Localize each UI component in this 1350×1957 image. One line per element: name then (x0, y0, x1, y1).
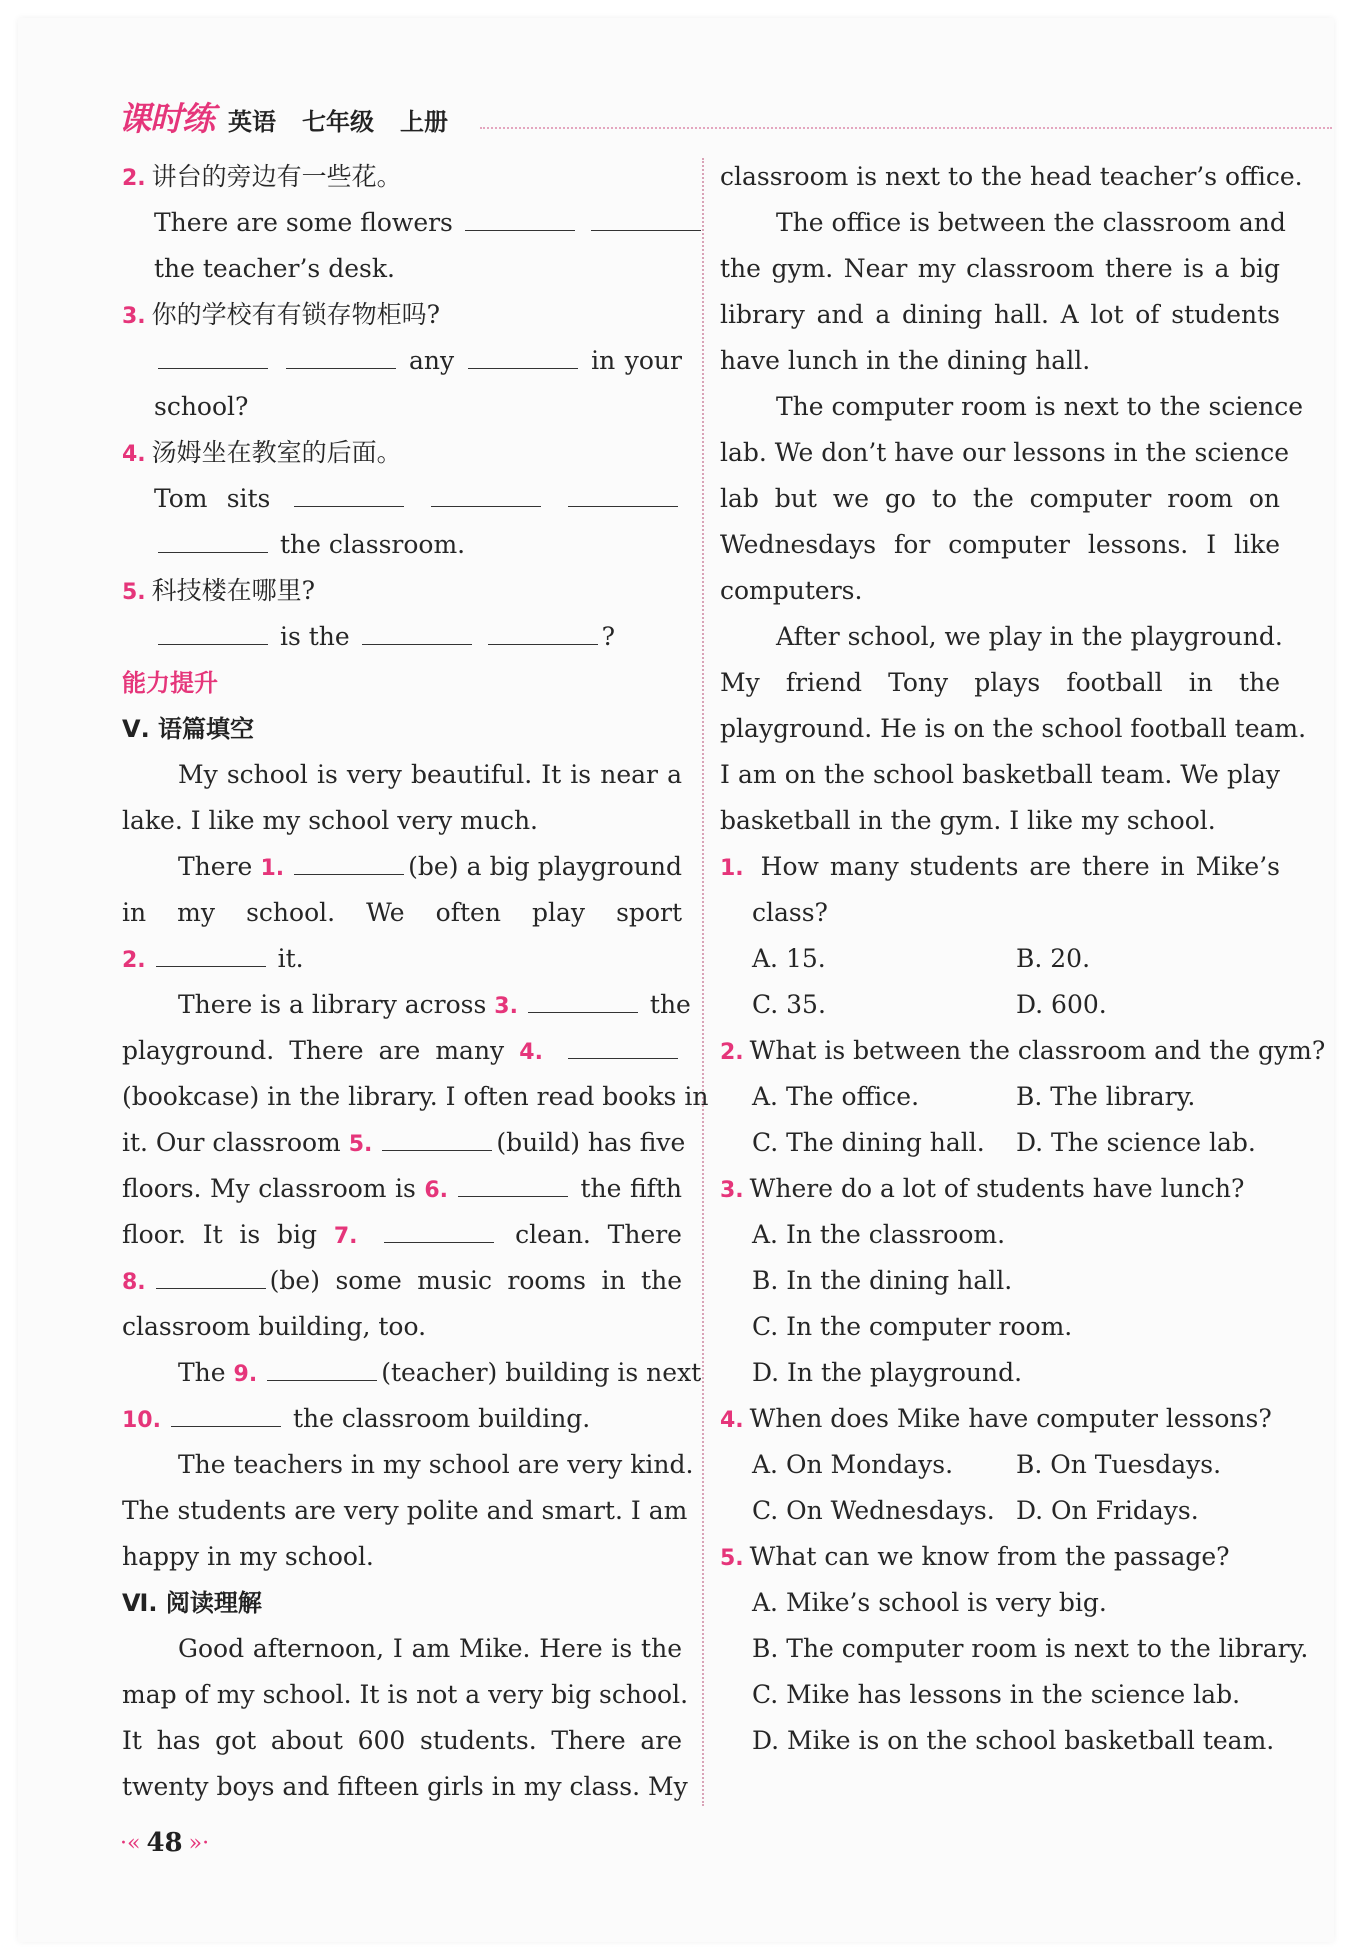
reading-line: map of my school. It is not a very big school. (122, 1680, 689, 1709)
blank[interactable] (362, 622, 472, 645)
reading-line: The office is between the classroom and (776, 208, 1286, 237)
blank-9[interactable] (267, 1358, 377, 1381)
series-logo: 课时练 (118, 99, 214, 138)
option-d[interactable]: D. 600. (1016, 990, 1107, 1019)
reading-line: library and a dining hall. A lot of students (720, 300, 1280, 329)
blank-7[interactable] (384, 1220, 494, 1243)
option-c[interactable]: C. Mike has lessons in the science lab. (752, 1680, 1241, 1709)
cloze-line: in my school. We often play sport (122, 898, 682, 927)
blank-1[interactable] (294, 852, 404, 875)
question-3-line-2: school? (154, 392, 249, 421)
blank[interactable] (158, 346, 268, 369)
reading-line: the gym. Near my classroom there is a big (720, 254, 1280, 283)
question-2-line-2: the teacher’s desk. (154, 254, 395, 283)
option-a[interactable]: A. On Mondays. (752, 1450, 954, 1479)
cloze-line: playground. There are many 4. (122, 1028, 682, 1074)
cloze-line: There 1. (be) a big playground (178, 852, 682, 881)
blank[interactable] (468, 346, 578, 369)
reading-line: lab. We don’t have our lessons in the science (720, 438, 1290, 467)
question-1-options-ab (720, 936, 1280, 982)
page-header (118, 96, 474, 140)
header-rule (480, 127, 1332, 129)
question-2-stem: 2. What is between the classroom and the gym? (720, 1036, 1326, 1065)
cloze-line: (bookcase) in the library. I often read books in (122, 1082, 709, 1111)
blank-4[interactable] (568, 1036, 678, 1059)
reading-line: It has got about 600 students. There are (122, 1726, 682, 1755)
question-1-stem: 1. How many students are there in Mike’s (720, 852, 1280, 881)
question-4-stem: 4. When does Mike have computer lessons? (720, 1404, 1272, 1433)
blank[interactable] (488, 622, 598, 645)
question-2-options-cd (720, 1120, 1280, 1166)
volume-label: 上册 (400, 108, 448, 136)
cloze-line: floor. It is big 7. clean. There (122, 1220, 682, 1249)
blank-8[interactable] (156, 1266, 266, 1289)
left-column (122, 154, 709, 1810)
section-6-heading: Ⅵ. 阅读理解 (122, 1589, 262, 1617)
section-ability-heading: 能力提升 (122, 669, 218, 697)
option-a[interactable]: A. In the classroom. (752, 1220, 1006, 1249)
option-b[interactable]: B. 20. (1016, 944, 1091, 973)
page-footer (120, 1828, 209, 1858)
reading-line: basketball in the gym. I like my school. (720, 806, 1216, 835)
reading-line: I am on the school basketball team. We play (720, 760, 1280, 789)
chevron-right-icon: »· (188, 1830, 210, 1856)
question-3-stem: 3. Where do a lot of students have lunch? (720, 1174, 1245, 1203)
cloze-line: classroom building, too. (122, 1312, 427, 1341)
blank-3[interactable] (528, 990, 638, 1013)
option-b[interactable]: B. The library. (1016, 1082, 1196, 1111)
question-2-line-1: There are some flowers (122, 200, 682, 246)
option-c[interactable]: C. In the computer room. (752, 1312, 1073, 1341)
option-d[interactable]: D. In the playground. (752, 1358, 1023, 1387)
cloze-line: lake. I like my school very much. (122, 806, 538, 835)
reading-line: The computer room is next to the science (776, 392, 1304, 421)
blank[interactable] (286, 346, 396, 369)
question-2-cn: 2. 讲台的旁边有一些花。 (122, 162, 402, 191)
blank[interactable] (158, 530, 268, 553)
cloze-line: The 9. (teacher) building is next (178, 1358, 702, 1387)
blank-10[interactable] (171, 1404, 281, 1427)
cloze-line: it. Our classroom 5. (build) has five (122, 1128, 686, 1157)
question-2-options-ab (720, 1074, 1280, 1120)
option-b[interactable]: B. In the dining hall. (752, 1266, 1013, 1295)
reading-line: playground. He is on the school football team. (720, 714, 1307, 743)
option-c[interactable]: C. On Wednesdays. (752, 1496, 995, 1525)
option-d[interactable]: D. Mike is on the school basketball team. (752, 1726, 1275, 1755)
blank[interactable] (431, 484, 541, 507)
grade-label: 七年级 (302, 108, 374, 136)
cloze-line: There is a library across 3. the (178, 990, 691, 1019)
reading-line: twenty boys and fifteen girls in my class. My (122, 1772, 688, 1801)
question-5-stem: 5. What can we know from the passage? (720, 1542, 1230, 1571)
blank[interactable] (158, 622, 268, 645)
reading-line: Good afternoon, I am Mike. Here is the (178, 1634, 682, 1663)
option-b[interactable]: B. On Tuesdays. (1016, 1450, 1222, 1479)
reading-line: computers. (720, 576, 863, 605)
section-5-heading: Ⅴ. 语篇填空 (122, 715, 255, 743)
question-5-cn: 5. 科技楼在哪里? (122, 576, 316, 605)
blank-5[interactable] (382, 1128, 492, 1151)
question-4-cn: 4. 汤姆坐在教室的后面。 (122, 438, 402, 467)
option-b[interactable]: B. The computer room is next to the library. (752, 1634, 1309, 1663)
cloze-line: 10. the classroom building. (122, 1404, 591, 1433)
question-4-line-1: Tom sits (122, 476, 682, 522)
cloze-line: The students are very polite and smart. I am (122, 1496, 688, 1525)
question-5-line-1: is the ? (122, 614, 682, 660)
blank[interactable] (591, 208, 701, 231)
question-3-line-1: any in your (122, 338, 682, 384)
blank[interactable] (465, 208, 575, 231)
reading-line: lab but we go to the computer room on (720, 484, 1280, 513)
column-divider (702, 158, 704, 1806)
reading-line: After school, we play in the playground. (776, 622, 1283, 651)
blank-6[interactable] (458, 1174, 568, 1197)
right-column (720, 154, 1326, 1764)
reading-line: Wednesdays for computer lessons. I like (720, 530, 1280, 559)
chevron-left-icon: ·« (120, 1830, 141, 1856)
cloze-line: floors. My classroom is 6. the fifth (122, 1174, 683, 1203)
reading-line: have lunch in the dining hall. (720, 346, 1091, 375)
reading-line: classroom is next to the head teacher’s office. (720, 162, 1303, 191)
question-4-options-cd (720, 1488, 1280, 1534)
question-1-options-cd (720, 982, 1280, 1028)
page-number: 48 (146, 1828, 183, 1858)
option-a[interactable]: A. 15. (752, 944, 826, 973)
subject-label: 英语 (228, 108, 276, 136)
option-a[interactable]: A. Mike’s school is very big. (752, 1588, 1107, 1617)
cloze-line: 8. (be) some music rooms in the (122, 1266, 682, 1295)
question-3-cn: 3. 你的学校有有锁存物柜吗? (122, 300, 441, 329)
cloze-line: 2. it. (122, 944, 304, 973)
cloze-line: The teachers in my school are very kind. (178, 1450, 694, 1479)
cloze-line: My school is very beautiful. It is near a (178, 760, 682, 789)
option-a[interactable]: A. The office. (752, 1082, 920, 1111)
option-c[interactable]: C. The dining hall. (752, 1128, 985, 1157)
option-d[interactable]: D. The science lab. (1016, 1128, 1256, 1157)
question-1-stem-2: class? (752, 898, 828, 927)
question-4-line-2: the classroom. (122, 522, 682, 568)
blank-2[interactable] (156, 944, 266, 967)
question-4-options-ab (720, 1442, 1280, 1488)
reading-line: My friend Tony plays football in the (720, 668, 1280, 697)
blank[interactable] (568, 484, 678, 507)
blank[interactable] (294, 484, 404, 507)
option-d[interactable]: D. On Fridays. (1016, 1496, 1199, 1525)
cloze-line: happy in my school. (122, 1542, 374, 1571)
option-c[interactable]: C. 35. (752, 990, 826, 1019)
